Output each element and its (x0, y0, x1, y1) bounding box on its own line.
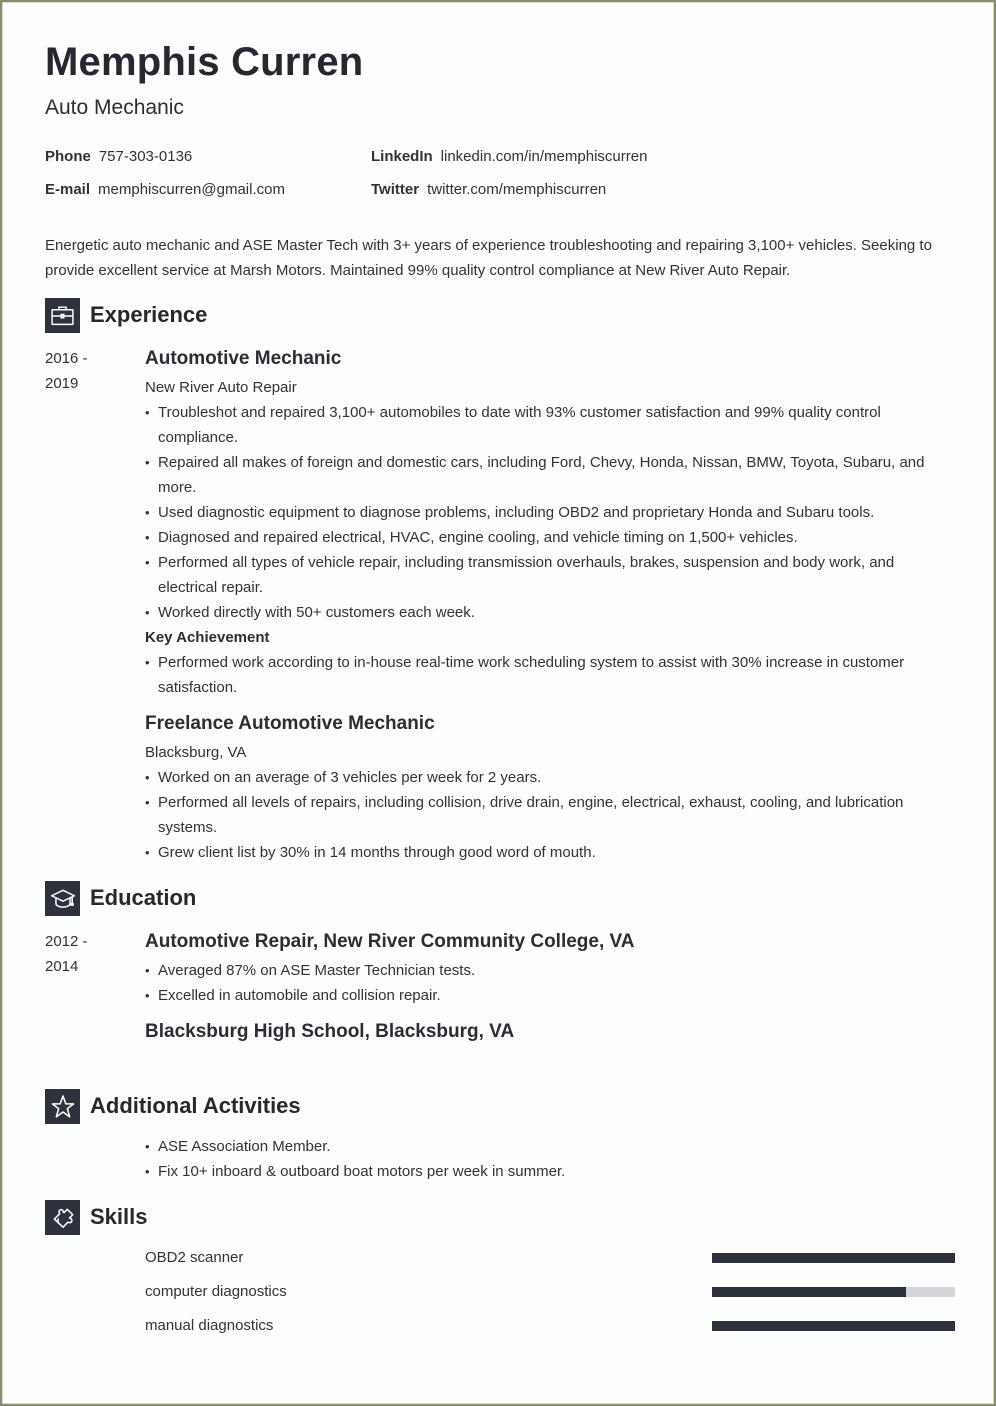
list-item: • Diagnosed and repaired electrical, HVAC, engine cooling, and vehicle timing on 1,500+ vehicles. (145, 525, 950, 550)
company-name: Blacksburg, VA (145, 744, 247, 761)
company-name: New River Auto Repair (145, 379, 297, 396)
skills-heading: Skills (90, 1204, 148, 1229)
list-item: • Fix 10+ inboard & outboard boat motors per week in summer. (145, 1159, 950, 1184)
list-item: • Performed all types of vehicle repair, including transmission overhauls, brakes, suspension and body work, and electrical repair. (145, 550, 950, 600)
education-date-range (45, 929, 105, 979)
date-start: 2012 - (45, 933, 88, 950)
school-title: Blacksburg High School, Blacksburg, VA (145, 1021, 515, 1042)
phone-value: 757-303-0136 (98, 148, 193, 165)
activities-bullets (145, 1134, 950, 1184)
contact-linkedin (371, 148, 647, 165)
skill-level-fill (712, 1253, 955, 1263)
contact-email (45, 181, 285, 198)
education-heading: Education (90, 885, 197, 910)
contact-twitter (371, 181, 606, 198)
linkedin-value: linkedin.com/in/memphiscurren (440, 148, 648, 165)
list-item: • Troubleshot and repaired 3,100+ automobiles to date with 93% customer satisfaction and 99% quality control compliance. (145, 400, 950, 450)
list-item: • Repaired all makes of foreign and domestic cars, including Ford, Chevy, Honda, Nissan, BMW, Toyota, Subaru, and more. (145, 450, 950, 500)
contact-phone (45, 148, 192, 165)
degree-title: Automotive Repair, New River Community College, VA (145, 931, 635, 952)
phone-label: Phone (45, 148, 91, 165)
job-title: Automotive Mechanic (145, 348, 342, 369)
skill-level-bar (712, 1321, 955, 1331)
education-bullets (145, 958, 950, 1008)
skill-name: computer diagnostics (145, 1283, 287, 1300)
twitter-label: Twitter (371, 181, 420, 198)
summary-paragraph: Energetic auto mechanic and ASE Master Tech with 3+ years of experience troubleshooting and repairing 3,100+ vehicles. Seeking to provide excellent service at Marsh Motors. Maintained 99% quality control compliance at New River Auto Repair. (45, 237, 932, 279)
skill-name: OBD2 scanner (145, 1249, 244, 1266)
list-item: • Used diagnostic equipment to diagnose problems, including OBD2 and proprietary Honda and Subaru tools. (145, 500, 950, 525)
list-item: • Averaged 87% on ASE Master Technician tests. (145, 958, 950, 983)
date-end: 2014 (45, 958, 79, 975)
list-item: • ASE Association Member. (145, 1134, 950, 1159)
twitter-value: twitter.com/memphiscurren (427, 181, 607, 198)
list-item: • Worked on an average of 3 vehicles per week for 2 years. (145, 765, 950, 790)
email-value: memphiscurren@gmail.com (98, 181, 285, 198)
job-bullets (145, 400, 950, 625)
list-item: • Performed work according to in-house real-time work scheduling system to assist with 30% increase in customer satisfaction. (145, 650, 950, 700)
skill-level-fill (712, 1287, 906, 1297)
skill-level-bar (712, 1253, 955, 1263)
job-date-range (45, 346, 105, 396)
date-end: 2019 (45, 375, 79, 392)
candidate-name: Memphis Curren (45, 40, 364, 84)
achievement-bullets (145, 650, 950, 700)
date-start: 2016 - (45, 350, 88, 367)
graduation-cap-icon (45, 881, 80, 916)
skill-name: manual diagnostics (145, 1317, 274, 1334)
job-bullets (145, 765, 950, 865)
list-item: • Performed all levels of repairs, including collision, drive drain, engine, electrical, exhaust, cooling, and lubrication systems. (145, 790, 950, 840)
list-item: • Grew client list by 30% in 14 months through good word of mouth. (145, 840, 950, 865)
activities-heading: Additional Activities (90, 1093, 301, 1118)
star-icon (45, 1089, 80, 1124)
experience-heading: Experience (90, 302, 208, 327)
linkedin-label: LinkedIn (371, 148, 433, 165)
briefcase-icon (45, 298, 80, 333)
list-item: • Worked directly with 50+ customers each week. (145, 600, 950, 625)
puzzle-piece-icon (45, 1200, 80, 1235)
key-achievement-heading: Key Achievement (145, 629, 270, 646)
email-label: E-mail (45, 181, 91, 198)
job-title: Freelance Automotive Mechanic (145, 713, 435, 734)
list-item: • Excelled in automobile and collision repair. (145, 983, 950, 1008)
skill-level-fill (712, 1321, 955, 1331)
job-title-headline: Auto Mechanic (45, 96, 184, 119)
skill-level-bar (712, 1287, 955, 1297)
